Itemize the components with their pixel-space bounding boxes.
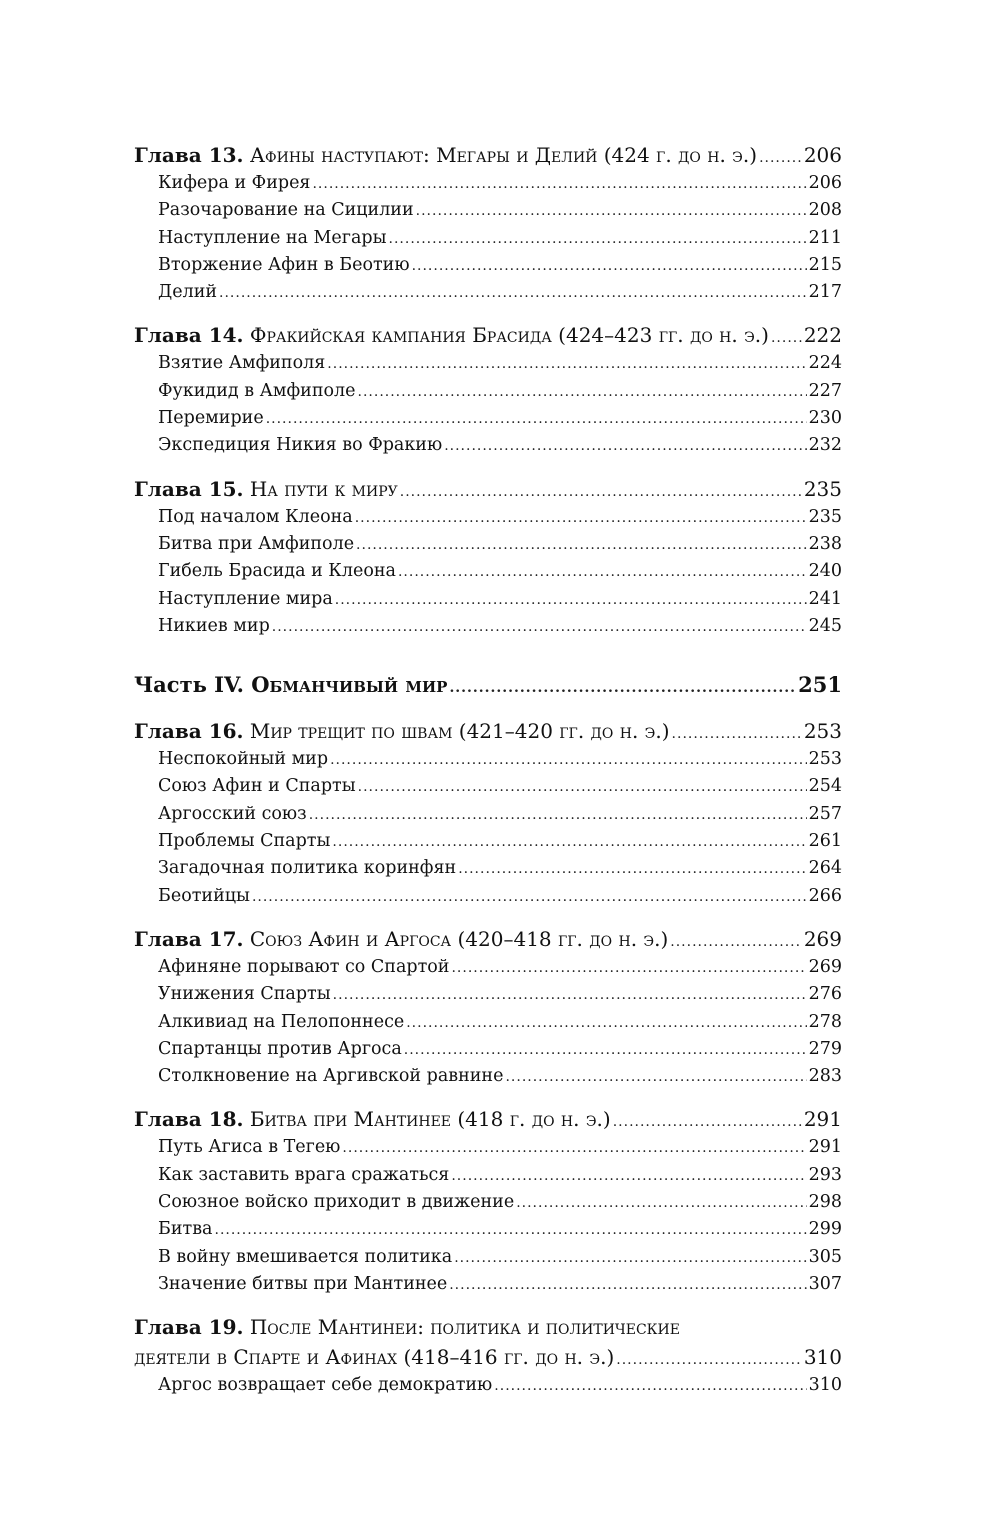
section-entry [134,1036,842,1063]
dot-leader [330,746,807,774]
chapter-title: Союз Афин и Аргоса (420–418 гг. до н. э.) [249,926,669,951]
page-number: 278 [808,1011,842,1032]
table-of-contents [134,140,842,1400]
page-number: 299 [808,1219,842,1240]
section-title: Гибель Брасида и Клеона [158,561,396,582]
dot-leader [505,1063,806,1091]
section-title: Союз Афин и Спарты [158,776,356,797]
chapter-title: На пути к миру [249,476,398,501]
section-title: Экспедиция Никия во Фракию [158,435,443,456]
dot-leader [312,170,806,198]
section-entry [134,954,842,981]
section-entry [134,170,842,197]
page-number: 257 [808,803,842,824]
chapter-heading [134,1104,842,1134]
dot-leader [355,504,807,532]
page-number: 310 [803,1345,842,1370]
section-entry [134,225,842,252]
section-title: Разочарование на Сицилии [158,200,414,221]
chapter-label: Глава 13. [134,143,244,167]
section-entry [134,279,842,306]
section-title: Наступление мира [158,588,333,609]
section-entry [134,1216,842,1243]
part-label: Часть IV. [134,672,244,698]
dot-leader [516,1189,806,1217]
page-number: 251 [798,672,842,698]
section-entry [134,1244,842,1271]
dot-leader [398,558,807,586]
dot-leader [389,225,807,253]
dot-leader [358,378,807,406]
section-title: Битва при Амфиполе [158,533,355,554]
page-number: 238 [808,533,842,554]
section-title: Столкновение на Аргивской равнине [158,1066,504,1087]
chapter-title-line2: деятели в Спарте и Афинах (418–416 гг. до н. э.) [134,1345,615,1370]
chapter-title: Афины наступают: Мегары и Делий (424 г. до н. э.) [249,143,758,167]
dot-leader [451,954,806,982]
page-number: 224 [808,353,842,374]
section-title: Кифера и Фирея [158,173,311,193]
dot-leader [444,432,806,460]
dot-leader [327,350,806,378]
dot-leader [400,474,802,507]
section-title: Беотийцы [158,885,250,906]
dot-leader [332,828,806,856]
chapter-label: Глава 16. [134,719,244,744]
page-number: 215 [808,254,842,275]
section-title: Проблемы Спарты [158,831,331,852]
dot-leader [416,197,807,225]
chapter-heading [134,320,842,350]
page-number: 241 [808,588,842,609]
page-number: 222 [803,323,842,348]
section-entry [134,883,842,910]
page-number: 310 [808,1375,842,1396]
section-title: Перемирие [158,408,264,429]
dot-leader [342,1134,806,1162]
dot-leader [458,855,806,883]
dot-leader [454,1244,806,1272]
dot-leader [412,252,807,280]
chapter-title: Фракийская кампания Брасида (424–423 гг. до н. э.) [249,323,769,348]
page-number: 264 [808,858,842,879]
page-number: 266 [808,885,842,906]
page-number: 261 [808,831,842,852]
dot-leader [358,773,807,801]
page-number: 279 [808,1038,842,1059]
section-title: Взятие Амфиполя [158,353,326,374]
chapter-heading [134,1312,842,1372]
section-title: Вторжение Афин в Беотию [158,254,410,275]
section-entry [134,746,842,773]
chapter-label: Глава 17. [134,926,244,951]
dot-leader [252,883,807,911]
section-title: Загадочная политика коринфян [158,858,457,879]
page-number: 217 [808,282,842,303]
dot-leader [406,1009,806,1037]
dot-leader [451,1162,806,1190]
section-entry [134,252,842,279]
section-entry [134,1134,842,1161]
chapter-heading-line2 [134,1342,842,1372]
chapter-heading [134,140,842,170]
page-number: 276 [808,984,842,1005]
page-number: 227 [808,380,842,401]
section-title: Никиев мир [158,615,270,636]
section-title: Аргосский союз [158,803,307,824]
section-entry [134,613,842,640]
page-number: 253 [803,719,842,744]
dot-leader [309,801,807,829]
section-entry [134,1063,842,1090]
section-title: Унижения Спарты [158,984,331,1005]
part-heading [134,668,842,702]
dot-leader [616,1342,802,1375]
dot-leader [333,981,807,1009]
chapter-label: Глава 15. [134,476,244,501]
section-entry [134,1162,842,1189]
page-number: 254 [808,776,842,797]
dot-leader [219,279,807,307]
page-number: 283 [808,1066,842,1087]
chapter-heading [134,924,842,954]
page-number: 230 [808,408,842,429]
page-number: 298 [808,1192,842,1213]
dot-leader [670,924,802,957]
section-entry [134,197,842,224]
chapter-heading-line1 [134,1312,842,1342]
section-title: Делий [158,282,218,303]
section-entry [134,1009,842,1036]
section-title: Спартанцы против Аргоса [158,1038,402,1059]
chapter-label: Глава 18. [134,1107,244,1132]
dot-leader [215,1216,807,1244]
dot-leader [449,1271,806,1299]
section-entry [134,855,842,882]
page-number: 293 [808,1164,842,1185]
page-number: 211 [808,227,842,248]
section-entry [134,1372,842,1399]
dot-leader [335,586,807,614]
section-title: Наступление на Мегары [158,227,387,248]
chapter-heading [134,474,842,504]
page-number: 305 [808,1246,842,1267]
page-number: 291 [803,1107,842,1132]
dot-leader [759,140,802,173]
section-title: Битва [158,1219,213,1240]
section-title: Неспокойный мир [158,749,329,770]
dot-leader [771,320,802,353]
section-title: Фукидид в Амфиполе [158,380,356,401]
page-number: 245 [808,615,842,636]
dot-leader [672,716,802,749]
section-entry [134,378,842,405]
section-entry [134,801,842,828]
page-number: 232 [808,435,842,456]
section-entry [134,1271,842,1298]
chapter-title-line1: После Мантинеи: политика и политические [249,1315,680,1340]
section-title: Как заставить врага сражаться [158,1164,450,1185]
section-entry [134,558,842,585]
dot-leader [613,1104,802,1137]
section-entry [134,405,842,432]
page-number: 208 [808,200,842,221]
part-title: Обманчивый мир [251,672,448,698]
section-entry [134,773,842,800]
section-title: Алкивиад на Пелопоннесе [158,1011,405,1032]
page-number: 235 [808,506,842,527]
section-entry [134,504,842,531]
page-number: 206 [803,143,842,167]
page-number: 307 [808,1273,842,1294]
page-number: 253 [808,749,842,770]
dot-leader [272,613,807,641]
page-number: 240 [808,561,842,582]
chapter-heading [134,716,842,746]
page-number: 291 [808,1137,842,1158]
section-entry [134,350,842,377]
dot-leader [494,1372,806,1400]
section-title: Афиняне порывают со Спартой [158,956,450,977]
page-number: 269 [803,926,842,951]
section-entry [134,432,842,459]
section-title: В войну вмешивается политика [158,1246,453,1267]
page-number: 269 [808,956,842,977]
section-title: Аргос возвращает себе демократию [158,1375,493,1396]
dot-leader [356,531,807,559]
section-entry [134,586,842,613]
chapter-label: Глава 14. [134,323,244,348]
section-title: Путь Агиса в Тегею [158,1137,341,1158]
chapter-title: Битва при Мантинее (418 г. до н. э.) [249,1107,611,1132]
section-entry [134,531,842,558]
chapter-title: Мир трещит по швам (421–420 гг. до н. э.) [249,719,670,744]
page-number: 206 [808,173,842,193]
section-title: Союзное войско приходит в движение [158,1192,515,1213]
section-entry [134,828,842,855]
page-number: 235 [803,476,842,501]
section-title: Под началом Клеона [158,506,353,527]
dot-leader [449,668,796,705]
section-title: Значение битвы при Мантинее [158,1273,448,1294]
section-entry [134,981,842,1008]
dot-leader [266,405,807,433]
section-entry [134,1189,842,1216]
dot-leader [404,1036,807,1064]
chapter-label: Глава 19. [134,1315,244,1340]
